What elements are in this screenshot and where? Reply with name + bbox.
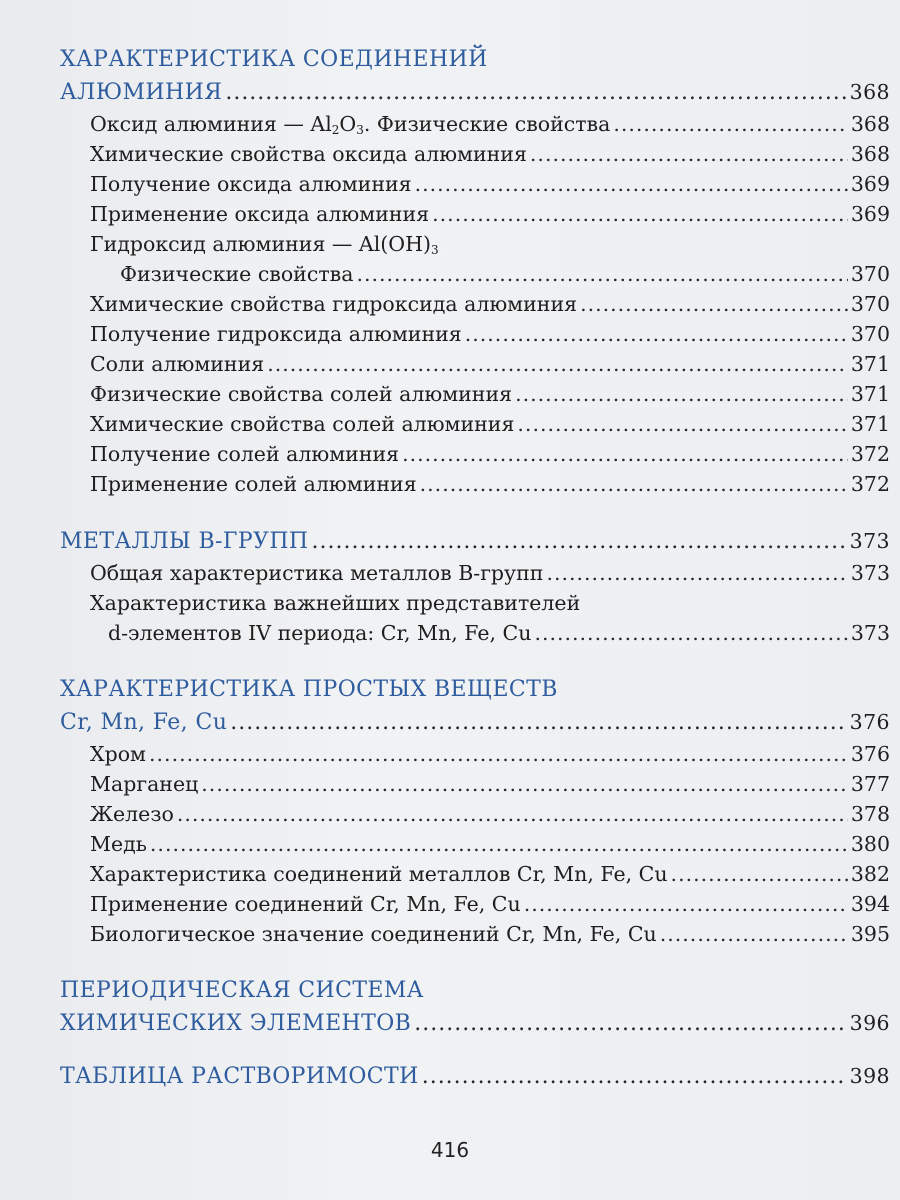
- page-ref: 371: [850, 382, 890, 406]
- toc-entry[interactable]: [60, 169, 890, 199]
- leader-dots: [432, 199, 848, 229]
- section-heading-line: ХАРАКТЕРИСТИКА СОЕДИНЕНИЙ: [60, 47, 488, 72]
- entry-label: Медь: [90, 832, 147, 856]
- toc-entry[interactable]: [60, 109, 890, 139]
- page-ref: 373: [850, 621, 890, 645]
- entry-label: Соли алюминия: [90, 352, 265, 376]
- entry-label: Применение оксида алюминия: [90, 202, 430, 226]
- toc-entry[interactable]: [60, 558, 890, 588]
- section-heading-line: ПЕРИОДИЧЕСКАЯ СИСТЕМА: [60, 978, 424, 1003]
- section-spacer: [60, 499, 890, 525]
- toc-entry[interactable]: [60, 829, 890, 859]
- entry-label: Физические свойства: [120, 262, 354, 286]
- page-ref: 371: [850, 412, 890, 436]
- toc-section-b-group-metals: [60, 525, 890, 648]
- toc-entry[interactable]: [60, 739, 890, 769]
- section-spacer: [60, 949, 890, 975]
- leader-dots: [356, 259, 847, 289]
- leader-dots: [422, 1061, 847, 1093]
- page-ref: 372: [850, 472, 890, 496]
- section-heading-line: ХИМИЧЕСКИХ ЭЛЕМЕНТОВ: [60, 1011, 412, 1036]
- leader-dots: [402, 439, 848, 469]
- entry-label: Оксид алюминия — $Al_2O_3$. Физические свойства: [90, 112, 611, 137]
- leader-dots: [201, 769, 848, 799]
- leader-dots: [660, 919, 848, 949]
- toc-entry[interactable]: [60, 379, 890, 409]
- page-ref: 370: [850, 292, 890, 316]
- leader-dots: [671, 859, 848, 889]
- page-ref: 370: [850, 262, 890, 286]
- entry-label: Физические свойства солей алюминия: [90, 382, 513, 406]
- page-ref: 368: [850, 142, 890, 166]
- page-ref: 376: [849, 710, 890, 734]
- leader-dots: [149, 739, 848, 769]
- toc-entry[interactable]: [60, 229, 890, 259]
- toc-entry[interactable]: [60, 618, 890, 648]
- toc-entry[interactable]: [60, 259, 890, 289]
- toc-entry[interactable]: [60, 588, 890, 618]
- toc-heading-row[interactable]: [60, 706, 890, 739]
- toc-entry[interactable]: [60, 349, 890, 379]
- toc-heading-row[interactable]: [60, 525, 890, 558]
- toc-section-periodic-table: [60, 975, 890, 1040]
- page-ref: 376: [850, 742, 890, 766]
- page-ref: 370: [850, 322, 890, 346]
- leader-dots: [230, 707, 846, 739]
- toc-entry[interactable]: [60, 469, 890, 499]
- page-ref: 380: [850, 832, 890, 856]
- entry-label: Получение оксида алюминия: [90, 172, 412, 196]
- section-heading-line: МЕТАЛЛЫ В-ГРУПП: [60, 529, 309, 554]
- toc-entry[interactable]: [60, 799, 890, 829]
- section-heading-line: АЛЮМИНИЯ: [60, 80, 223, 105]
- entry-label: Хром: [90, 742, 147, 766]
- page-ref: 371: [850, 352, 890, 376]
- page-ref: 394: [850, 892, 890, 916]
- page-ref: 395: [850, 922, 890, 946]
- toc-section-aluminium-compounds: [60, 44, 890, 499]
- page-ref: 396: [849, 1011, 890, 1035]
- page-ref: 382: [850, 862, 890, 886]
- entry-label: Химические свойства гидроксида алюминия: [90, 292, 578, 316]
- table-of-contents: [60, 44, 890, 1093]
- toc-heading-row[interactable]: [60, 1060, 890, 1093]
- section-heading-line: ХАРАКТЕРИСТИКА ПРОСТЫХ ВЕЩЕСТВ: [60, 677, 558, 702]
- leader-dots: [515, 379, 848, 409]
- page-ref: 369: [850, 202, 890, 226]
- leader-dots: [613, 109, 848, 139]
- page-ref: 368: [850, 112, 890, 136]
- leader-dots: [546, 558, 847, 588]
- toc-section-solubility-table: [60, 1060, 890, 1093]
- entry-label: Общая характеристика металлов В-групп: [90, 561, 544, 585]
- page-ref: 398: [849, 1064, 890, 1088]
- page-ref: 373: [849, 529, 890, 553]
- page-ref: 372: [850, 442, 890, 466]
- entry-label: Получение гидроксида алюминия: [90, 322, 462, 346]
- page-ref: 368: [849, 80, 890, 104]
- leader-dots: [524, 889, 848, 919]
- leader-dots: [517, 409, 847, 439]
- leader-dots: [414, 1008, 846, 1040]
- leader-dots: [267, 349, 848, 379]
- leader-dots: [465, 319, 848, 349]
- entry-label: Биологическое значение соединений Cr, Mn, Fe, Cu: [90, 922, 657, 946]
- entry-label: Применение соединений Cr, Mn, Fe, Cu: [90, 892, 521, 916]
- toc-heading-row[interactable]: [60, 76, 890, 109]
- entry-label: Применение солей алюминия: [90, 472, 417, 496]
- section-spacer: [60, 648, 890, 674]
- toc-entry[interactable]: [60, 919, 890, 949]
- leader-dots: [177, 799, 848, 829]
- entry-label: d-элементов IV периода: Cr, Mn, Fe, Cu: [108, 621, 532, 645]
- entry-label: Железо: [90, 802, 174, 826]
- page-number: 416: [430, 1138, 470, 1162]
- toc-entry[interactable]: [60, 409, 890, 439]
- section-heading-line: ТАБЛИЦА РАСТВОРИМОСТИ: [60, 1064, 419, 1089]
- entry-label: Характеристика важнейших представителей: [90, 591, 581, 615]
- section-heading-line: Cr, Mn, Fe, Cu: [60, 710, 228, 735]
- toc-entry[interactable]: [60, 889, 890, 919]
- leader-dots: [150, 829, 848, 859]
- toc-entry[interactable]: [60, 289, 890, 319]
- leader-dots: [580, 289, 848, 319]
- entry-label: Характеристика соединений металлов Cr, Mn, Fe, Cu: [90, 862, 668, 886]
- page-ref: 373: [850, 561, 890, 585]
- entry-label: Марганец: [90, 772, 199, 796]
- toc-entry[interactable]: [60, 319, 890, 349]
- toc-entry[interactable]: [60, 139, 890, 169]
- leader-dots: [534, 618, 847, 648]
- section-spacer: [60, 1040, 890, 1060]
- leader-dots: [225, 77, 846, 109]
- toc-entry[interactable]: [60, 439, 890, 469]
- leader-dots: [530, 139, 848, 169]
- entry-label: Химические свойства солей алюминия: [90, 412, 515, 436]
- toc-entry[interactable]: [60, 859, 890, 889]
- leader-dots: [312, 526, 847, 558]
- page-ref: 369: [850, 172, 890, 196]
- toc-heading-row[interactable]: [60, 1007, 890, 1040]
- toc-section-simple-substances: [60, 674, 890, 949]
- entry-label: Гидроксид алюминия — $Al(OH)_3$: [90, 232, 439, 257]
- toc-entry[interactable]: [60, 769, 890, 799]
- entry-label: Химические свойства оксида алюминия: [90, 142, 527, 166]
- leader-dots: [420, 469, 848, 499]
- leader-dots: [415, 169, 848, 199]
- page-ref: 377: [850, 772, 890, 796]
- toc-entry[interactable]: [60, 199, 890, 229]
- page-ref: 378: [850, 802, 890, 826]
- entry-label: Получение солей алюминия: [90, 442, 400, 466]
